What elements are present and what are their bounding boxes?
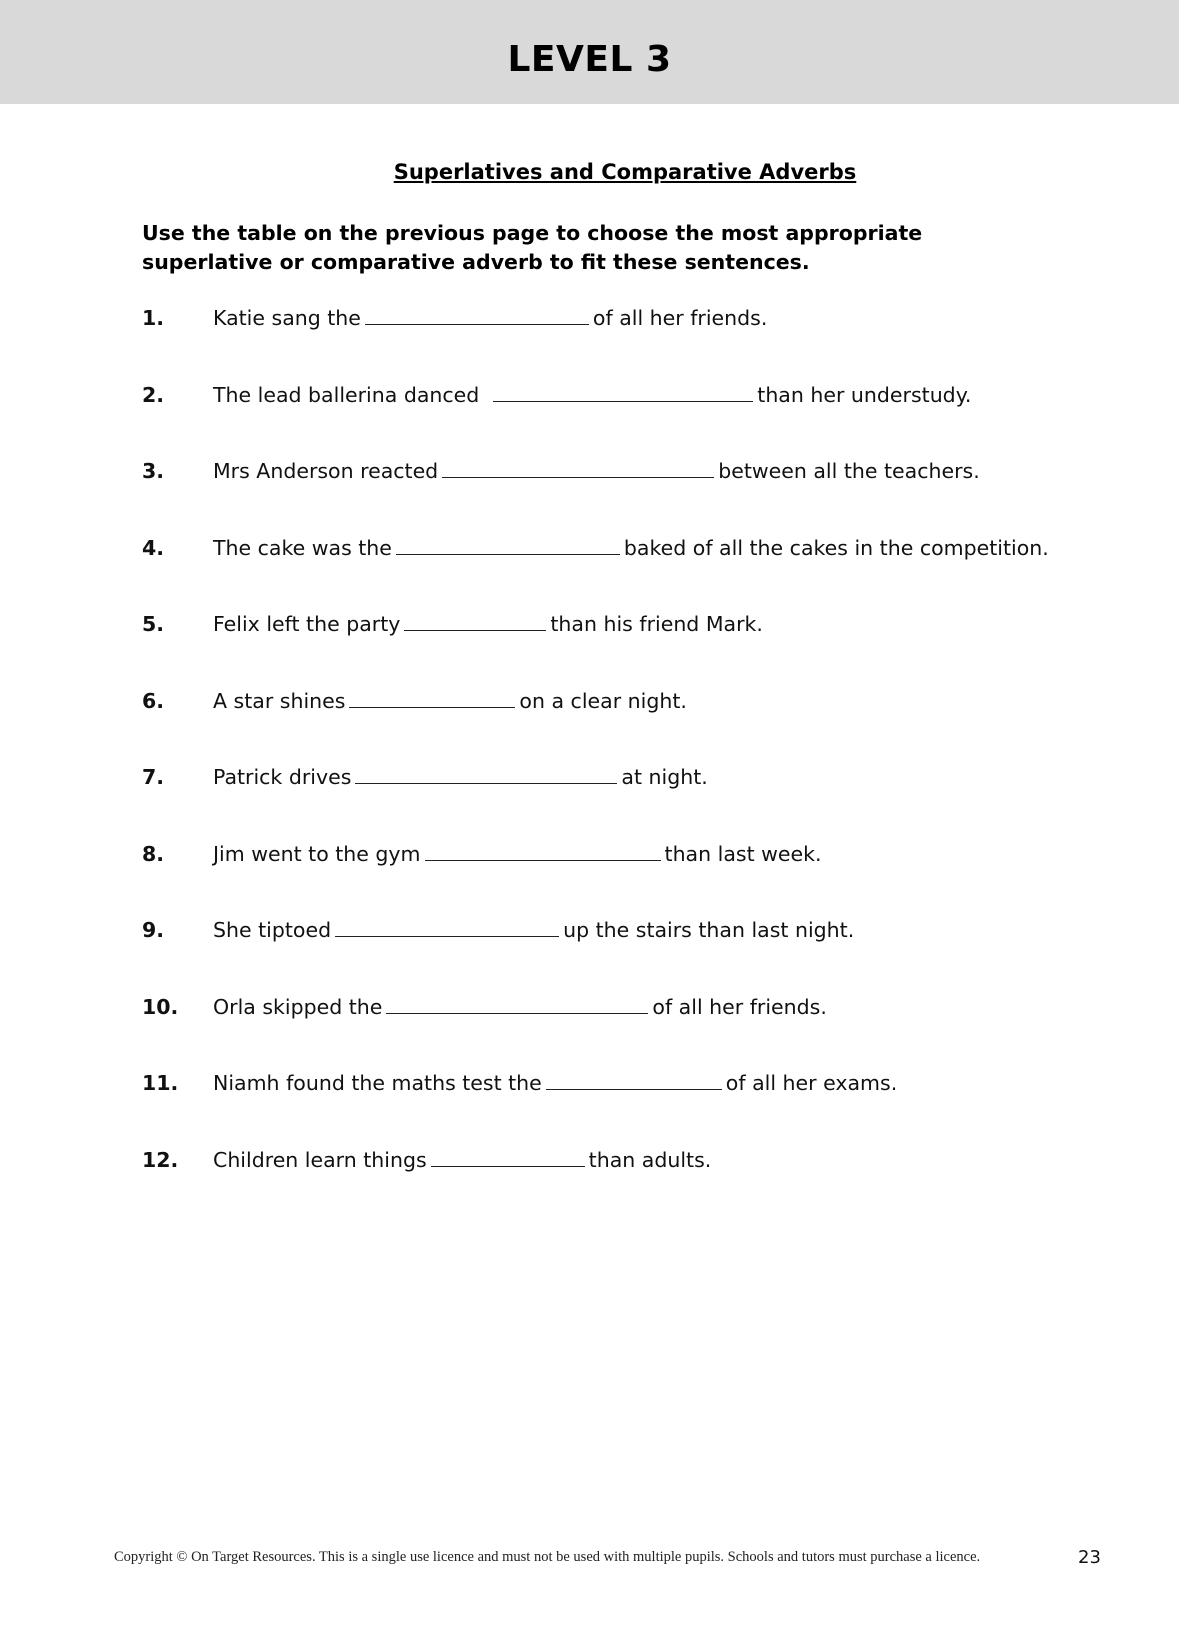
- question-1: [142, 306, 767, 330]
- question-text-before: The lead ballerina danced: [213, 383, 480, 407]
- answer-blank[interactable]: [365, 306, 589, 325]
- question-number: 1.: [142, 306, 165, 330]
- question-number: 10.: [142, 995, 179, 1019]
- question-number: 4.: [142, 536, 165, 560]
- question-text-after: than his friend Mark.: [550, 612, 763, 636]
- answer-blank[interactable]: [431, 1148, 585, 1167]
- answer-blank[interactable]: [404, 612, 546, 631]
- question-text-after: of all her friends.: [592, 306, 768, 330]
- question-text-before: A star shines: [213, 689, 346, 713]
- question-5: [142, 612, 763, 636]
- question-6: [142, 689, 687, 713]
- question-3: [142, 459, 980, 483]
- question-number: 5.: [142, 612, 165, 636]
- question-text-after: at night.: [621, 765, 708, 789]
- question-number: 6.: [142, 689, 165, 713]
- question-9: [142, 918, 854, 942]
- question-number: 11.: [142, 1071, 179, 1095]
- question-number: 12.: [142, 1148, 179, 1172]
- question-text-before: Patrick drives: [213, 765, 352, 789]
- header-band: [0, 0, 1179, 104]
- question-text-after: on a clear night.: [519, 689, 687, 713]
- copyright-footer: Copyright © On Target Resources. This is a single use licence and must not be used with multiple pupils. Schools and tutors must purchase a licence.: [114, 1549, 981, 1565]
- question-text-before: Orla skipped the: [213, 995, 383, 1019]
- question-text-before: Felix left the party: [213, 612, 401, 636]
- question-text-before: She tiptoed: [213, 918, 332, 942]
- answer-blank[interactable]: [335, 918, 559, 937]
- question-number: 9.: [142, 918, 165, 942]
- section-title: Superlatives and Comparative Adverbs: [393, 160, 857, 184]
- question-12: [142, 1148, 711, 1172]
- question-number: 2.: [142, 383, 165, 407]
- question-text-before: Children learn things: [213, 1148, 427, 1172]
- question-text-before: Niamh found the maths test the: [213, 1071, 542, 1095]
- question-text-after: than her understudy.: [757, 383, 972, 407]
- level-title: LEVEL 3: [507, 38, 672, 80]
- question-text-after: baked of all the cakes in the competition.: [623, 536, 1049, 560]
- question-text-after: between all the teachers.: [718, 459, 980, 483]
- page-number: 23: [1078, 1547, 1101, 1568]
- question-text-after: up the stairs than last night.: [563, 918, 855, 942]
- question-11: [142, 1071, 897, 1095]
- question-4: [142, 536, 1049, 560]
- question-text-before: Jim went to the gym: [213, 842, 421, 866]
- answer-blank[interactable]: [442, 459, 714, 478]
- question-number: 3.: [142, 459, 165, 483]
- question-text-after: than adults.: [588, 1148, 712, 1172]
- question-text-before: Mrs Anderson reacted: [213, 459, 439, 483]
- question-text-before: Katie sang the: [213, 306, 361, 330]
- question-text-before: The cake was the: [213, 536, 392, 560]
- question-8: [142, 842, 822, 866]
- answer-blank[interactable]: [493, 383, 753, 402]
- question-10: [142, 995, 827, 1019]
- instructions: Use the table on the previous page to choose the most appropriate superlative or comparative adverb to fit these sentences.: [142, 221, 923, 274]
- answer-blank[interactable]: [355, 765, 617, 784]
- question-text-after: of all her friends.: [652, 995, 827, 1019]
- answer-blank[interactable]: [396, 536, 620, 555]
- question-text-after: than last week.: [664, 842, 822, 866]
- question-2: [142, 383, 971, 407]
- answer-blank[interactable]: [425, 842, 661, 861]
- answer-blank[interactable]: [386, 995, 648, 1014]
- question-7: [142, 765, 708, 789]
- answer-blank[interactable]: [546, 1071, 722, 1090]
- answer-blank[interactable]: [349, 689, 515, 708]
- question-number: 8.: [142, 842, 165, 866]
- question-text-after: of all her exams.: [725, 1071, 898, 1095]
- question-number: 7.: [142, 765, 165, 789]
